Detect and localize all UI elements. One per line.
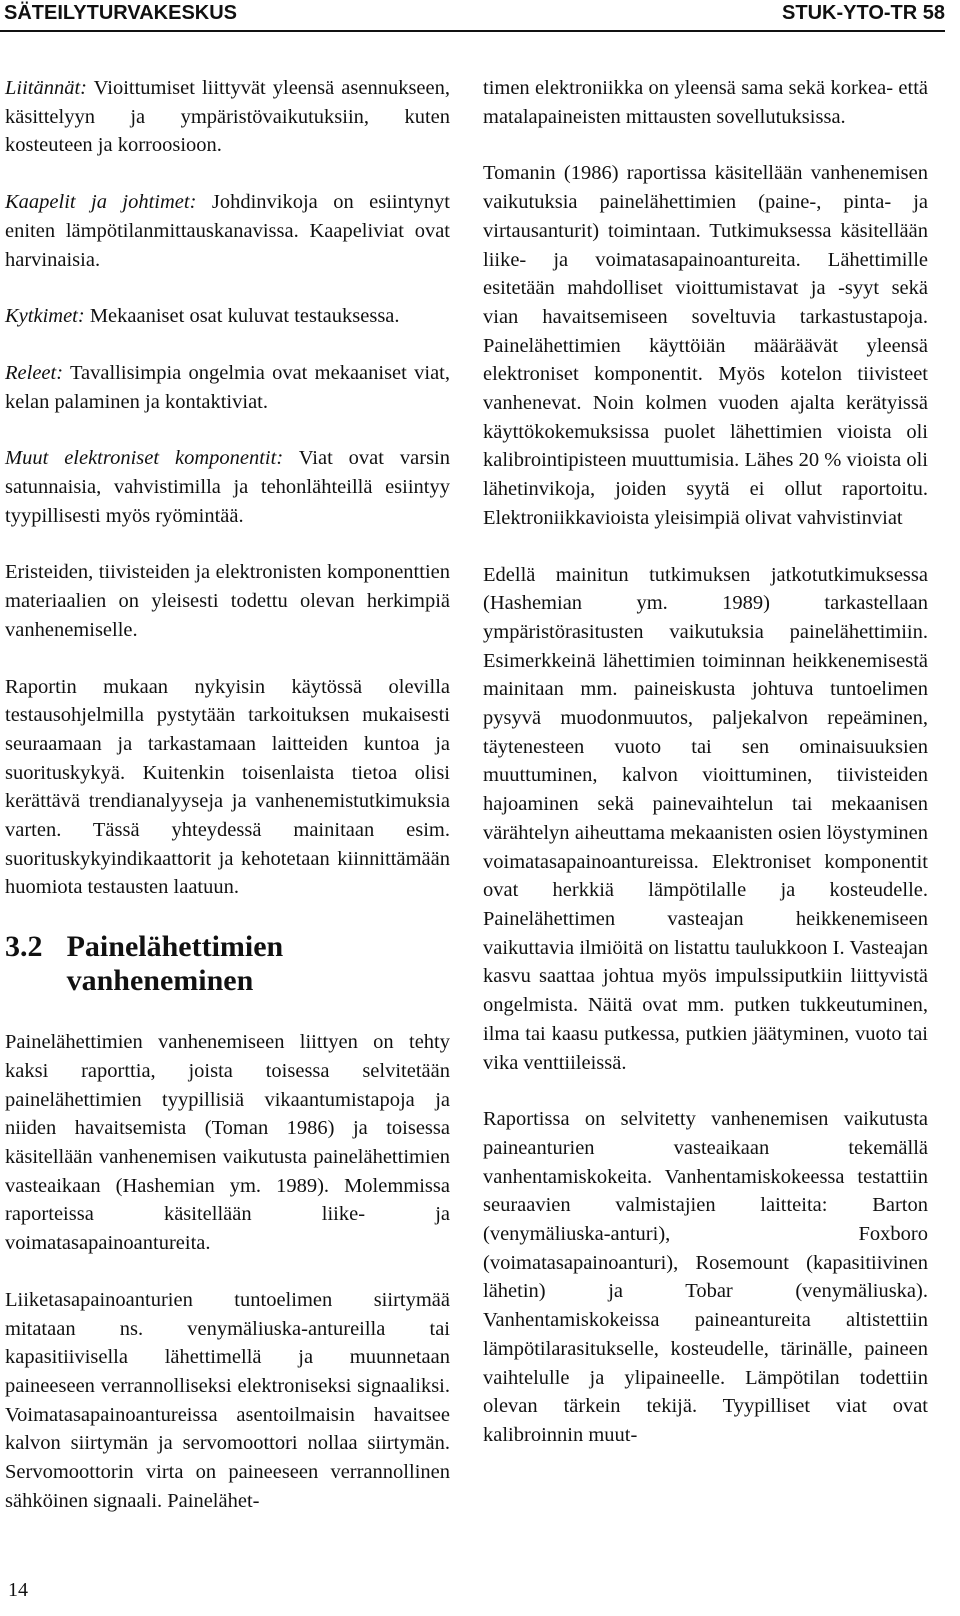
paragraph-aging-tests: Raportissa on selvitetty vanhenemisen vaikutusta paineanturien vasteaikaan tekemällä vanhentamiskokeita. Vanhentamiskokeessa testattiin seuraavien valmistajien laitteita: Barton (venymäliuska-anturi), Foxboro (voimatasapainoanturi), Rosemount (kapasitiivinen lähetin) ja Tobar (venymäliuska). Vanhentamiskokeissa paineantureita altistettiin lämpötilarasitukselle, kosteudelle, tärinälle, paineen vaihtelulle ja ylipaineelle. Lämpötilan todettiin olevan tärkein tekijä. Tyypilliset viat ovat kalibroinnin muut- — [483, 1108, 928, 1446]
paragraph-text: Vioittumiset liittyvät yleensä asennukseen, käsittelyyn ja ympäristövaikutuksiin, kuten kosteuteen ja korroosioon. — [5, 77, 450, 157]
section-heading — [5, 930, 450, 998]
paragraph-text: Viat ovat varsin satunnaisia, vahvistimilla ja tehonlähteillä esiintyy tyypillisesti myös ryömintää. — [5, 447, 450, 527]
paragraph-continuation: timen elektroniikka on yleensä sama sekä korkea- että matalapaineisten mittausten sovellutuksissa. — [483, 77, 928, 128]
section-title: Painelähettimien vanheneminen — [66, 930, 284, 998]
paragraph-lead: Releet: — [5, 361, 64, 384]
paragraph-cables — [5, 188, 450, 274]
left-column — [5, 74, 450, 1543]
paragraph-lead: Liitännät: — [5, 77, 88, 99]
paragraph-section-intro: Painelähettimien vanhenemiseen liittyen on tehty kaksi raporttia, joista toisessa selvitetään painelähettimien tyypillisiä vikaantumistapoja ja niiden havaitsemista (Toman 1986) ja toisessa käsitellään vanhenemisen vaikutusta painelähettimien vasteaikaan (Hashemian ym. 1989). Molemmissa raporteissa käsitellään liike- ja voimatasapainoantureita. — [5, 1031, 450, 1255]
paragraph-other-electronics — [5, 444, 450, 530]
paragraph-lead: Kytkimet: — [5, 305, 85, 328]
paragraph-materials: Eristeiden, tiivisteiden ja elektronisten komponenttien materiaalien on yleisesti todettu olevan herkimpiä vanhenemiselle. — [5, 561, 450, 641]
paragraph-text: Tavallisimpia ongelmia ovat mekaaniset viat, kelan palaminen ja kontaktiviat. — [5, 361, 450, 413]
page-number: 14 — [8, 1579, 28, 1601]
paragraph-testing-programs: Raportin mukaan nykyisin käytössä olevilla testausohjelmilla pystytään tarkoituksen mukaisesti seuraamaan ja tarkastamaan laitteiden kuntoa ja suorituskykyä. Kuitenkin toisenlaista tietoa olisi kerättävä trendianalyyseja ja vanhenemistutkimuksia varten. Tässä yhteydessä mainitaan esim. suorituskykyindikaattorit ja kehotetaan kiinnittämään huomiota testausten laatuun. — [5, 675, 450, 899]
paragraph-text: Mekaaniset osat kuluvat testauksessa. — [84, 305, 400, 328]
paragraph-text: Johdinvikoja on esiintynyt eniten lämpötilanmittauskanavissa. Kaapeliviat ovat harvinaisia. — [5, 191, 450, 271]
paragraph-balance-sensors: Liiketasapainoanturien tuntoelimen siirtymää mitataan ns. venymäliuska-antureilla tai kapasitiivisella lähettimellä ja muunnetaan paineeseen verrannolliseksi elektroniseksi signaaliksi. Voimatasapainoantureissa asentoilmaisin havaitsee kalvon siirtymän ja servomoottori nollaa siirtymän. Servomoottorin virta on paineeseen verrannollinen sähköinen signaali. Painelähet- — [5, 1288, 450, 1512]
paragraph-hashemian-study: Edellä mainitun tutkimuksen jatkotutkimuksessa (Hashemian ym. 1989) tarkastellaan ympäristörasitusten vaikutuksia painelähettimiin. Esimerkkeinä lähettimien toiminnan heikkenemisestä mainitaan mm. paineiskusta johtuva tuntoelimen pysyvä muodonmuutos, paljekalvon repeäminen, täytenesteen vuoto tai sen ominaisuuksien muuttuminen, kalvon vioittuminen, tiivisteiden hajoaminen sekä painevaihtelun tai mekaanisen värähtelyn aiheuttama mekaanisten osien löystyminen voimatasapainoantureissa. Elektroniset komponentit ovat herkkiä lämpötilalle ja kosteudelle. Painelähettimen vasteajan heikkenemiseen vaikuttavia ilmiöitä on listattu taulukkoon I. Vasteajan kasvu saattaa johtua myös impulssiputkiin liittyvistä ongelmista. Näitä ovat mm. putken tukkeutuminen, ilma tai kaasu putkessa, putkien jäätyminen, vuoto tai vika venttiileissä. — [483, 563, 928, 1074]
section-number: 3.2 — [5, 930, 43, 964]
paragraph-connectors — [5, 74, 450, 160]
paragraph-switches — [5, 302, 450, 331]
paragraph-lead: Kaapelit ja johtimet: — [5, 191, 197, 214]
running-header — [0, 0, 945, 32]
header-report-id: STUK-YTO-TR 58 — [782, 2, 945, 24]
paragraph-relays — [5, 359, 450, 416]
paragraph-lead: Muut elektroniset komponentit: — [5, 447, 284, 470]
right-column — [483, 74, 928, 1478]
header-organization: SÄTEILYTURVAKESKUS — [4, 2, 238, 24]
paragraph-toman-report: Tomanin (1986) raportissa käsitellään vanhenemisen vaikutuksia painelähettimien (paine-, pinta- ja virtausanturit) toimintaan. Tutkimuksessa käsitellään liike- ja voimatasapainoantureita. Lähettimille esitetään mahdolliset vioittumistavat ja -syyt sekä vian havaitsemiseen soveltuvia tarkastustapoja. Painelähettimien käyttöiän määräävät yleensä elektroniset komponentit. Myös kotelon tiivisteet vanhenevat. Noin kolmen vuoden ajalta kerätyissä käyttökokemuksissa puolet lähettimien vioista oli kalibrointipisteen muuttumisia. Lähes 20 % vioista oli lähetinvikoja, joiden syytä ei ollut raportoitu. Elektroniikkavioista yleisimpiä olivat vahvistinviat — [483, 162, 928, 529]
